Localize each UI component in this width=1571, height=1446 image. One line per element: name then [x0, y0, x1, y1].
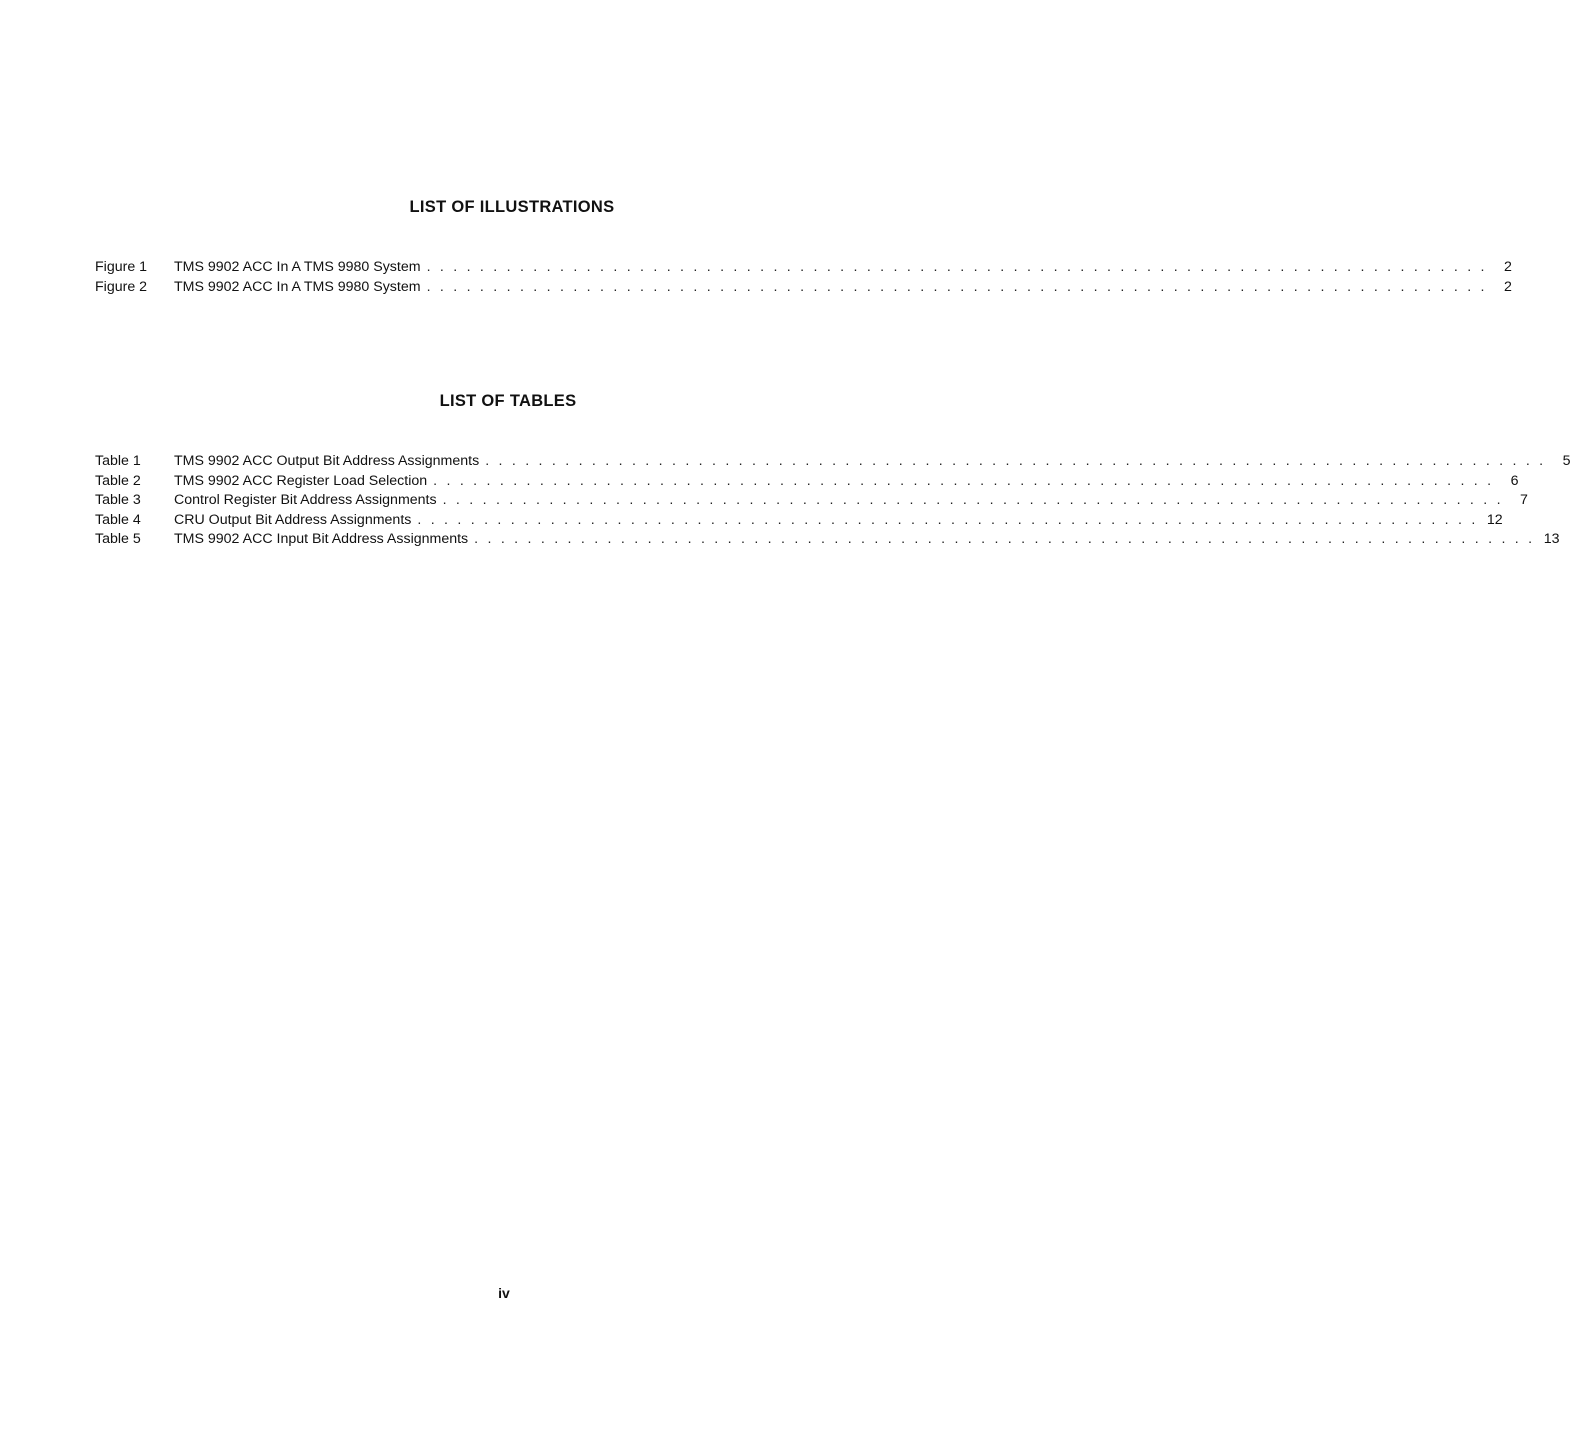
- entry-page: 12: [1486, 511, 1503, 528]
- entry-title: TMS 9902 ACC In A TMS 9980 System: [174, 278, 421, 295]
- dot-leader: ................................................................................: [426, 259, 1494, 275]
- entry-title: TMS 9902 ACC Output Bit Address Assignments: [174, 453, 480, 469]
- entry-title: Control Register Bit Address Assignments: [174, 492, 437, 509]
- list-of-illustrations-heading: LIST OF ILLUSTRATIONS: [409, 198, 615, 216]
- entry-label: Figure 1: [95, 259, 148, 275]
- entry-label: Figure 2: [95, 278, 148, 295]
- illustrations-list: [95, 258, 1512, 297]
- entry-page: 5: [1562, 453, 1571, 469]
- dot-leader: ................................................................................: [433, 472, 1501, 489]
- dot-leader: ................................................................................: [417, 511, 1485, 528]
- entry-page: 13: [1543, 531, 1560, 548]
- entry-label: Table 5: [95, 531, 141, 548]
- dot-leader: ................................................................................: [442, 492, 1510, 509]
- entry-label: Table 2: [95, 472, 141, 489]
- entry-title: TMS 9902 ACC Register Load Selection: [174, 472, 428, 489]
- entry-label: Table 4: [95, 511, 141, 528]
- entry-title: CRU Output Bit Address Assignments: [174, 511, 412, 528]
- entry-page: 6: [1510, 472, 1519, 489]
- page-number: iv: [498, 1285, 510, 1301]
- toc-entry: [95, 491, 1528, 511]
- toc-entry: [95, 278, 1512, 298]
- entry-title: TMS 9902 ACC Input Bit Address Assignments: [174, 531, 469, 548]
- toc-entry: [95, 258, 1512, 278]
- entry-page: 2: [1504, 278, 1512, 295]
- entry-page: 2: [1504, 259, 1512, 275]
- entry-label: Table 1: [95, 453, 141, 469]
- tables-list: [95, 452, 1571, 550]
- toc-entry: [95, 511, 1503, 531]
- dot-leader: ................................................................................: [426, 278, 1494, 295]
- entry-title: TMS 9902 ACC In A TMS 9980 System: [174, 259, 421, 275]
- list-of-tables-heading: LIST OF TABLES: [439, 392, 577, 410]
- entry-page: 7: [1520, 492, 1528, 509]
- entry-label: Table 3: [95, 492, 141, 509]
- toc-entry: [95, 452, 1571, 472]
- toc-entry: [95, 530, 1560, 550]
- dot-leader: ................................................................................: [485, 453, 1553, 469]
- dot-leader: ................................................................................: [474, 531, 1542, 548]
- toc-entry: [95, 472, 1519, 492]
